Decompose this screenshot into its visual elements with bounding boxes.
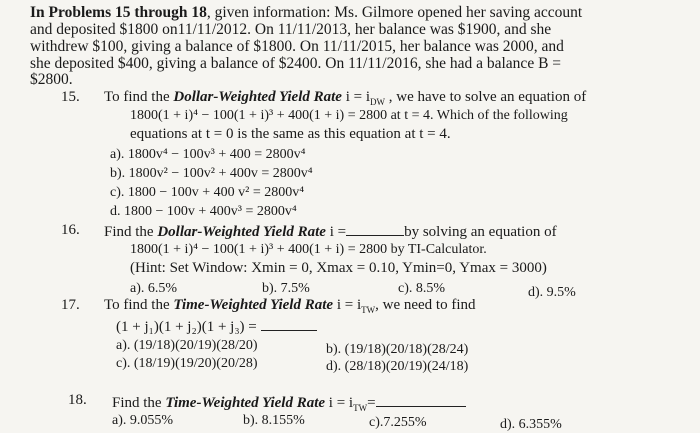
problem-17-prompt-post: , we need to find [375,297,476,313]
problem-15-prompt-pre: To find the [104,89,174,105]
intro-line-1 [30,4,582,21]
problem-15-subscript: DW [370,97,386,107]
intro-line-5: $2800. [30,71,73,88]
problem-16-prompt-pre: Find the [104,224,158,240]
intro-line-4: she deposited $400, giving a balance of $2400. On 11/11/2016, she had a balance B = [30,55,562,72]
intro-line-1-rest: , given information: Ms. Gilmore opened her saving account [206,4,583,21]
intro-line-3: withdrew $100, giving a balance of $1800. On 11/11/2015, her balance was 2000, and [30,38,564,55]
problem-16-option-d[interactable]: d). 9.5% [528,285,576,300]
problem-16-option-b[interactable]: b). 7.5% [262,281,310,296]
problem-16-term: Dollar-Weighted Yield Rate [157,224,326,240]
problem-18-number: 18. [68,392,87,408]
problem-18-option-c[interactable]: c).7.255% [369,415,427,430]
problem-18-option-a[interactable]: a). 9.055% [112,413,174,428]
problem-18-equals: = [367,395,376,411]
problem-18-term: Time-Weighted Yield Rate [165,395,326,411]
problem-18-var: i = i [325,395,354,411]
problem-16-answer-blank[interactable] [346,222,404,236]
problem-16-number: 16. [61,222,80,238]
problem-18-prompt-pre: Find the [112,395,166,411]
problem-15-option-b[interactable]: b). 1800v² − 100v² + 400v = 2800v⁴ [110,166,313,181]
problem-17-option-d[interactable]: d). (28/18)(20/19)(24/18) [326,359,469,374]
problem-17-term: Time-Weighted Yield Rate [173,297,334,313]
problem-15-instruction: equations at t = 0 is the same as this equation at t = 4. [130,126,451,142]
problem-17-equation [116,317,317,336]
problem-15-prompt [104,89,586,106]
problem-18-answer-blank[interactable] [376,393,466,407]
problem-18-option-d[interactable]: d). 6.355% [500,417,562,432]
problem-15-option-c[interactable]: c). 1800 − 100v + 400 v² = 2800v⁴ [110,185,305,200]
problem-17-subscript: TW [361,305,376,315]
problem-15-var: i = i [341,89,371,105]
problem-17-answer-blank[interactable] [261,317,317,331]
problem-15-option-a[interactable]: a). 1800v⁴ − 100v³ + 400 = 2800v⁴ [110,147,306,162]
problem-16-equation: 1800(1 + i)⁴ − 100(1 + i)³ + 400(1 + i) = 2800 by TI-Calculator. [130,242,487,257]
intro-bold-heading: In Problems 15 through 18 [30,4,207,21]
problem-16-prompt-post: by solving an equation of [404,224,557,240]
problem-15-option-d[interactable]: d. 1800 − 100v + 400v³ = 2800v⁴ [110,204,297,219]
problem-17-var: i = i [333,297,362,313]
problem-18-prompt [112,393,466,412]
problem-16-hint: (Hint: Set Window: Xmin = 0, Xmax = 0.10, Ymin=0, Ymax = 3000) [130,260,547,276]
problem-17-prompt-pre: To find the [104,297,174,313]
problem-15-equation: 1800(1 + i)⁴ − 100(1 + i)³ + 400(1 + i) = 2800 at t = 4. Which of the following [130,108,568,123]
problem-16-option-c[interactable]: c). 8.5% [398,281,446,296]
problem-15-number: 15. [61,89,80,105]
problem-18-subscript: TW [353,403,368,413]
problem-16-option-a[interactable]: a). 6.5% [130,281,178,296]
problem-15-prompt-post: , we have to solve an equation of [385,89,587,105]
problem-18-option-b[interactable]: b). 8.155% [243,413,305,428]
problem-17-number: 17. [61,297,80,313]
problem-17-prompt [104,297,476,314]
problem-17-option-c[interactable]: c). (18/19)(19/20)(20/28) [116,356,258,371]
problem-17-equation-text: (1 + j₁)(1 + j₂)(1 + j₃) = [116,319,257,335]
problem-15-term: Dollar-Weighted Yield Rate [173,89,342,105]
problem-17-option-a[interactable]: a). (19/18)(20/19)(28/20) [116,338,258,353]
problem-16-var: i = [325,224,347,240]
problem-17-option-b[interactable]: b). (19/18)(20/18)(28/24) [326,342,469,357]
intro-line-2: and deposited $1800 on11/11/2012. On 11/11/2013, her balance was $1900, and she [30,21,552,38]
problem-16-prompt [104,222,557,241]
